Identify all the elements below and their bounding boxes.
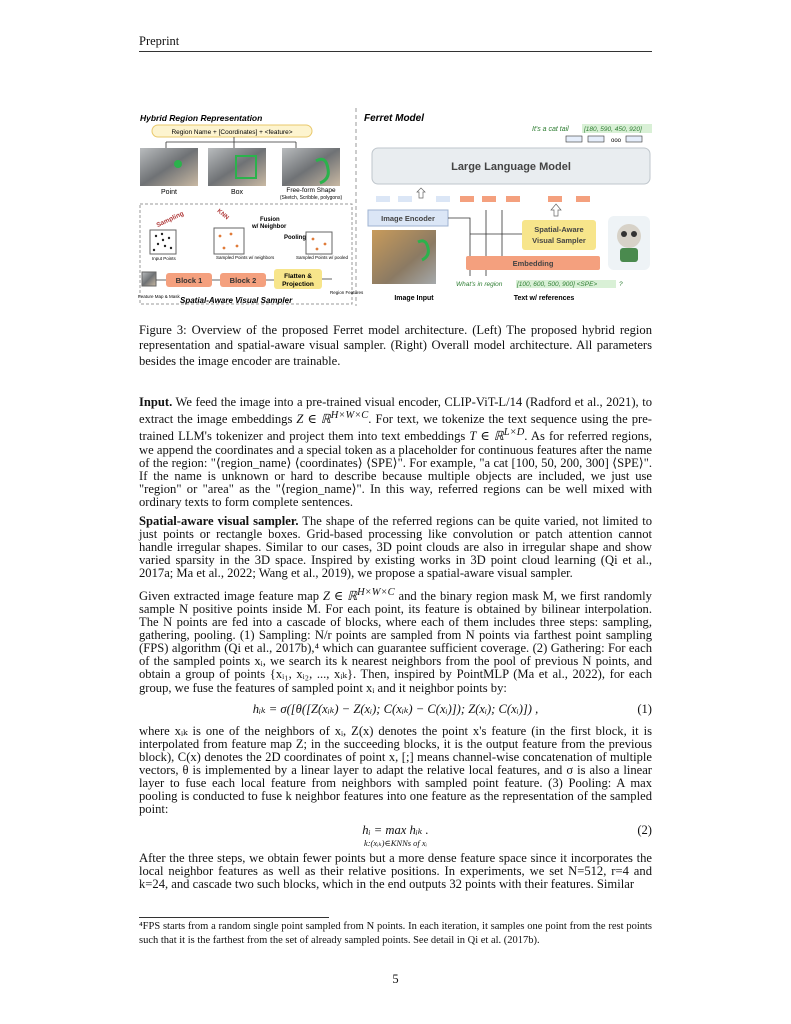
equation-2 xyxy=(139,822,652,848)
footnote-rule xyxy=(139,917,329,918)
point-marker-icon xyxy=(174,160,182,168)
sampling-label: Sampling xyxy=(155,210,185,230)
input-query-end: ? xyxy=(619,281,623,288)
page-number: 5 xyxy=(392,972,399,986)
box-thumbnail xyxy=(208,148,266,186)
equation-2-sub: k:(xᵢₖ)∈KNNs of xᵢ xyxy=(363,837,428,848)
header-rule xyxy=(139,51,652,52)
input-points-label: Input Points xyxy=(152,256,176,261)
image-encoder-label: Image Encoder xyxy=(381,214,435,223)
text-refs-label: Text w/ references xyxy=(513,295,575,302)
body-text xyxy=(139,396,652,897)
ferret-mascot xyxy=(608,216,650,270)
equation-1-body: hᵢₖ = σ([θ([Z(xᵢₖ) − Z(xᵢ); C(xᵢₖ) − C(xᵢ)]); Z(xᵢ); C(xᵢ)]) , xyxy=(252,701,539,716)
output-tokens xyxy=(566,136,642,142)
sampler-paragraph xyxy=(139,515,652,580)
input-text-2: . For text, we tokenize the text sequence using the pre-trained LLM's tokenizer and project them into text embeddings xyxy=(139,412,652,444)
sav-up-arrow-icon xyxy=(551,204,561,216)
image-input-label: Image Input xyxy=(394,295,434,302)
input-math-2-sup: L×D xyxy=(503,427,525,439)
input-math-2: T ∈ ℝ xyxy=(469,429,504,444)
fusion-sub: w/ Neighbor xyxy=(252,224,287,230)
input-text-1: We feed the image into a pre-trained visual encoder, CLIP-ViT-L/14 (Radford et al., 2021), to extract the image embeddings xyxy=(139,395,652,427)
pooling-label: Pooling xyxy=(284,235,306,241)
input-heading: Input. xyxy=(139,395,173,409)
flatten-label: Flatten & xyxy=(284,273,312,280)
feature-map-thumb xyxy=(142,272,156,286)
input-text-3: . As for referred regions, we append the coordinates and a special token as a placeholder for continuous features after the name of the region: "⟨region_name⟩ ⟨coordinates⟩ ⟨SPE⟩". For example, "a cat [100, 50, 200, 300] ⟨SPE⟩". If the name is unknown or hard to describe because multiple objects are included, we just use "region" or "area" as the "⟨region_name⟩". In this way, referred regions can be well mixed with ordinary texts to form complete sentences. xyxy=(139,429,652,509)
sav-line2: Visual Sampler xyxy=(532,236,586,245)
sampled-neighbors-label: Sampled Points w/ neighbors xyxy=(216,255,275,260)
freeform-sub: (Sketch, Scribble, polygons) xyxy=(279,195,343,201)
running-header: Preprint xyxy=(139,34,180,48)
input-query-text: What's in region xyxy=(456,281,503,288)
up-arrow-icon xyxy=(417,188,425,198)
llm-label: Large Language Model xyxy=(451,161,571,173)
freeform-label: Free-form Shape xyxy=(286,187,336,194)
input-points-panel xyxy=(150,230,176,254)
output-text: It's a cat tail xyxy=(532,126,569,133)
figure-caption: Figure 3: Overview of the proposed Ferret model architecture. (Left) The proposed hybrid region representation and spatial-aware visual sampler. (Right) Overall model architecture. All parameters besides the image encoder are trainable. xyxy=(139,323,652,368)
left-title: Hybrid Region Representation xyxy=(140,113,263,123)
input-math-1: Z ∈ ℝ xyxy=(296,412,331,427)
given-text-b: and the binary region mask M, we first randomly sample N positive points inside M. For each point, its feature is obtained by bilinear interpolation. The N points are fed into a cascade of blocks, where each of them includes three steps: sampling, gathering, pooling. (1) Sampling: N/r points are sampled from N points via farthest point sampling (FPS) algorithm (Qi et al., 2017b),⁴ which can guarantee sufficient coverage. (2) Gathering: For each of the sampled points xᵢ, we search its k nearest neighbors from the pool of previous N points, and obtain a group of points {xᵢ₁, xᵢ₂, ..., xᵢₖ}. Then, inspired by PointMLP (Ma et al., 2022), for each group, we fuse the features of sampled point xᵢ and it neighbor points by: xyxy=(139,589,652,695)
embedding-label: Embedding xyxy=(512,259,554,268)
equation-1-number: (1) xyxy=(637,701,652,716)
point-thumbnail xyxy=(140,148,198,186)
given-math-sup: H×W×C xyxy=(357,586,395,598)
right-title: Ferret Model xyxy=(364,113,425,124)
output-coords: [180, 590, 450, 920] xyxy=(584,126,642,133)
input-math-1-sup: H×W×C xyxy=(330,410,369,422)
figure-3 xyxy=(136,106,656,318)
input-query-coords: [100, 600, 500, 900] <SPE> xyxy=(517,281,598,288)
block2-label: Block 2 xyxy=(229,276,257,285)
feature-map-label: Feature Map & Mask xyxy=(138,294,180,299)
point-label: Point xyxy=(161,189,177,196)
box-label: Box xyxy=(230,189,244,196)
footnote: ⁴FPS starts from a random single point sampled from N points. In each iteration, it samples one point from the rest points such that it is the farthest from the set of already sampled points. See detail in Qi et al. (2017b). xyxy=(139,921,652,946)
region-formula: Region Name + [Coordinates] + <feature> xyxy=(171,129,293,136)
after-paragraph: After the three steps, we obtain fewer points but a more dense feature space since it incorporates the local neighbor features as well as their relative positions. In experiments, we set N=512, r=4 and k=24, and cascade two such blocks, which in the end outputs 32 points with their features. Similar xyxy=(139,850,652,891)
input-paragraph xyxy=(139,396,652,509)
where-paragraph: where xᵢₖ is one of the neighbors of xᵢ, Z(x) denotes the point x's feature (in the first block, it is interpolated from feature map Z; in the succeeding blocks, it is the output feature from the previous block), C(x) denotes the 2D coordinates of point x, [;] means channel-wise concatenation of multiple vectors, θ is implemented by a linear layer to adapt the relative local features, and σ is also a linear layer to fuse each local feature from neighbors with sampled point feature. (3) Pooling: A max pooling is conducted to fuse k neighbor features into one feature as the representation of the sampled point: xyxy=(139,723,652,816)
equation-1 xyxy=(139,701,652,721)
given-paragraph xyxy=(139,586,652,695)
given-text-a: Given extracted image feature map xyxy=(139,589,320,604)
projection-label: Projection xyxy=(282,281,314,288)
equation-2-number: (2) xyxy=(637,822,652,837)
fusion-label: Fusion xyxy=(260,217,280,223)
block1-label: Block 1 xyxy=(175,276,203,285)
freeform-thumbnail xyxy=(282,148,340,186)
sampler-title: Spatial-Aware Visual Sampler xyxy=(180,296,293,305)
sampled-pooled-label: Sampled Points w/ pooled xyxy=(296,255,349,260)
sampled-pooled-panel xyxy=(306,232,332,254)
sampled-neighbors-panel xyxy=(214,228,244,254)
equation-2-body: hᵢ = max hᵢₖ . xyxy=(362,822,429,837)
formula-bracket xyxy=(166,137,296,148)
given-math: Z ∈ ℝ xyxy=(322,589,358,604)
sampler-heading: Spatial-aware visual sampler. xyxy=(139,513,299,528)
sav-line1: Spatial-Aware xyxy=(534,225,584,234)
embedding-token-row xyxy=(376,196,590,202)
knn-label: KNN xyxy=(215,208,230,222)
region-features-label: Region Features xyxy=(330,290,364,295)
token-ellipsis: ooo xyxy=(610,138,622,144)
sampler-text: The shape of the referred regions can be quite varied, not limited to just points or rectangle boxes. Grid-based processing like convolution or patch attention cannot handle irregular shapes. Similar to our cases, 3D point clouds are also in irregular shape and show varied sparsity in the 3D space. Inspired by existing works in 3D point cloud learning (Qi et al., 2017a; Ma et al., 2022; Wang et al., 2019), we propose a spatial-aware visual sampler. xyxy=(139,513,652,580)
